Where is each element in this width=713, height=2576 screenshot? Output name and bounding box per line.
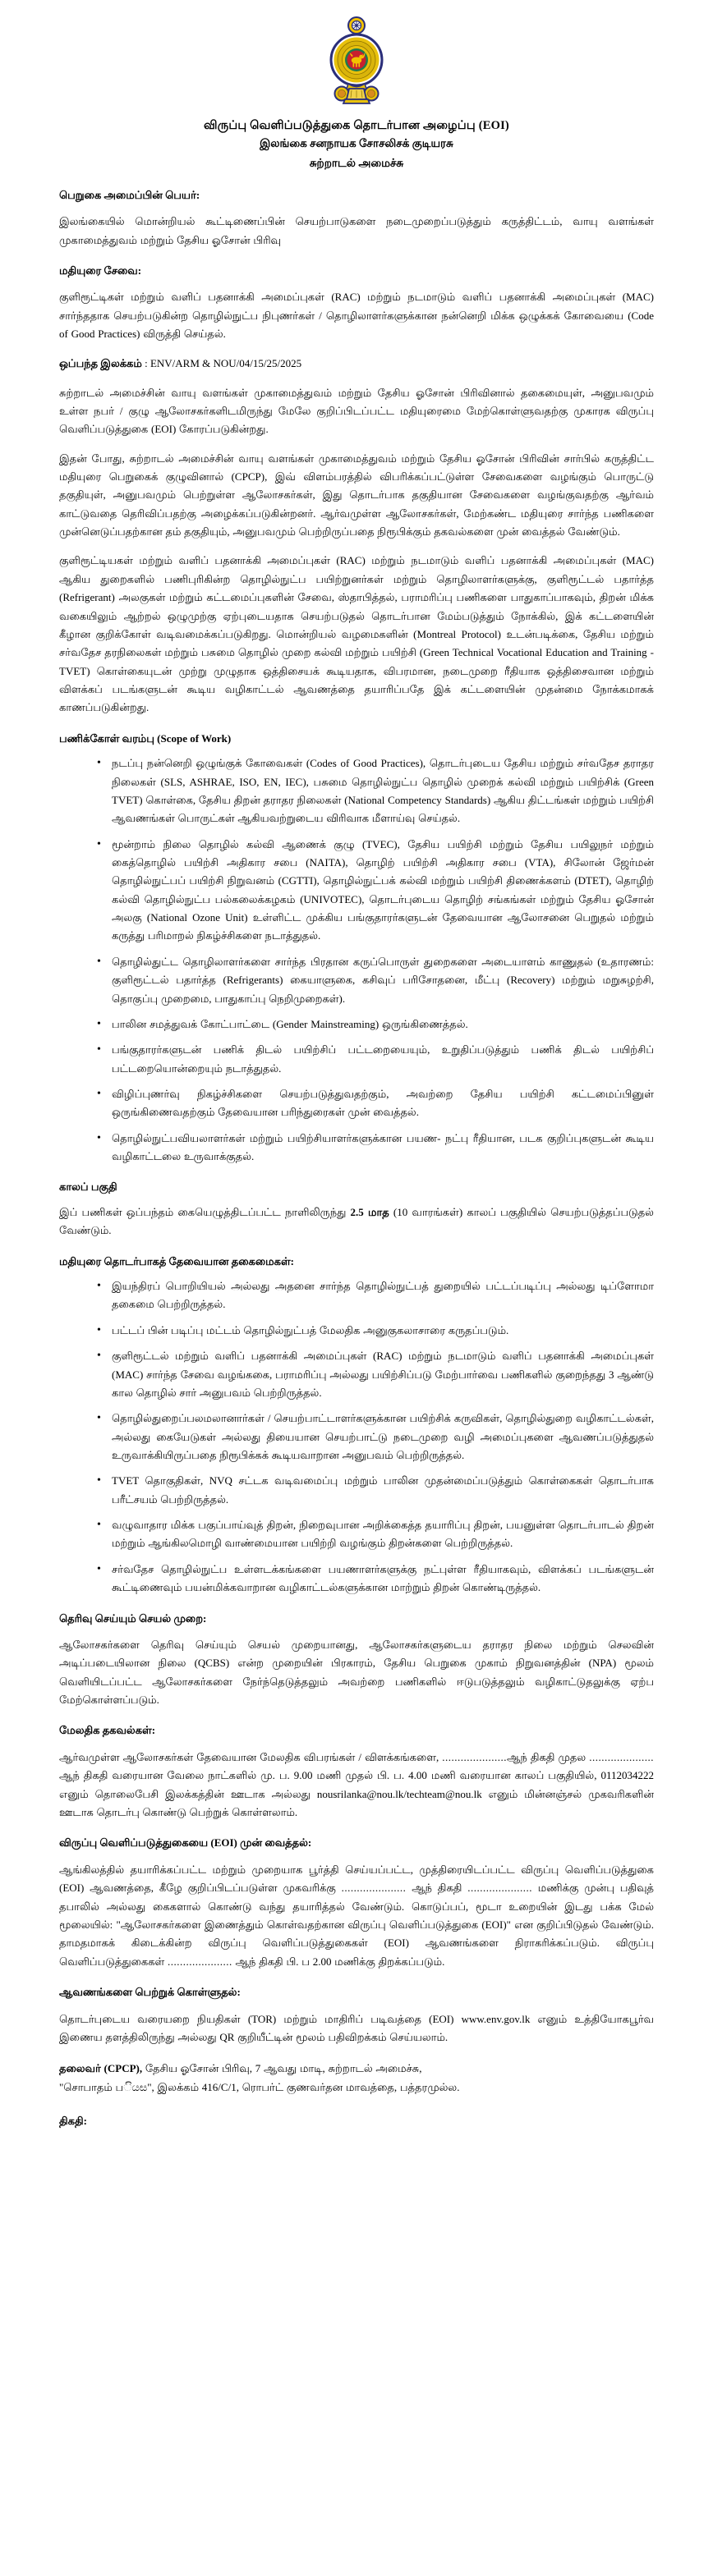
list-item: • சர்வதேச தொழில்நுட்ப உள்ளடக்கங்களை பயணாளர்களுக்கு நட்புள்ள ரீதியாகவும், விளக்கப் படங்களுடன் கூட்டிணைவும் பயன்மிக்கவாறான வழிகாட்டல்களுக்கான மாற்றும் திறன் கொண்டிருத்தல்.: [97, 1561, 654, 1597]
list-item: • பங்குதாரர்களுடன் பணிக் திடல் பயிற்சிப் பட்டறையையும், உறுதிப்படுத்தும் பணிக் திடல் பயிற்சிப் பட்டறையொன்றையும் நடாத்துதல்.: [97, 1041, 654, 1078]
time-period-text-pre: இப் பணிகள் ஒப்பந்தம் கையெழுத்திடப்பட்ட நாளிலிருந்து: [59, 1205, 351, 1218]
more-info-blank-1: .....................: [442, 1750, 508, 1763]
list-item: • இயந்திரப் பொறியியல் அல்லது அதனை சார்ந்த தொழில்நுட்பத் துறையில் பட்டப்படிப்பு அல்லது டிப்ளோமா தகைமை பெற்றிருத்தல்.: [97, 1277, 654, 1314]
contract-number-line: [59, 355, 654, 373]
list-item: • மூன்றாம் நிலை தொழில் கல்வி ஆணைக் குழு (TVEC), தேசிய பயிற்சி மற்றும் தேசிய பயிலுநர் மற்றும் கைத்தொழில் பயிற்சி அதிகார சபை (NAITA), தொழிற் பயிற்சி அதிகார சபை (VTA), சிலோன் ஜேர்மன் தொழில்நுட்பப் பயிற்சி நிறுவனம் (CGTTI), தொழில்நுட்பக் கல்வி மற்றும் பயிற்சி திணைக்களம் (DTET), தொழிற் கல்வி தொழில்நுட்ப பல்கலைக்கழகம் (UNIVOTEC), தொடர்புடைய தொழிற் சங்கங்கள் மற்றும் தேசிய ஓசோன் அலகு (National Ozone Unit) உள்ளிட்ட முக்கிய பங்குதாரர்களுடன் தேவையான ஆலோசனை பெறுதல் மற்றும் கருத்து பரிமாறல் நிகழ்ச்சிகளை நடாத்துதல்.: [97, 836, 654, 946]
list-item: • தொழில்துட்ட தொழிலாளர்களை சார்ந்த பிரதான கருப்பொருள் துறைகளை அடையாளம் காணுதல் (உதாரணம்: குளிரூட்டல் பதார்த்த (Refrigerants) கையாளுகை, கசிவுப் பரிசோதனை, மீட்பு (Recovery) மற்றும் மறுசுழற்சி, தொகுப்பு முறைமை, பாதுகாப்பு நெறிமுறைகள்).: [97, 953, 654, 1008]
more-information-body: [59, 1749, 654, 1822]
list-item: • நடப்பு நன்னெறி ஒழுங்குக் கோவைகள் (Codes of Good Practices), தொடர்புடைய தேசிய மற்றும் சர்வதேச தராதர நிலைகள் (SLS, ASHRAE, ISO, EN, IEC), பசுமை தொழில்நுட்ப தொழில் முறைக் கல்வி மற்றும் பயிற்சிக் (Green TVET) கொள்கை, தேசிய திறன் தராதர நிலைகள் (National Competency Standards) ஆகிய திட்டங்கள் மற்றும் பயிற்சி ஆவணங்கள் பொருட்கள் ஆகியவற்றுடைய விரிவாக மீளாய்வு செய்தல்.: [97, 754, 654, 827]
list-item: • TVET தொகுதிகள், NVQ சட்டக வடிவமைப்பு மற்றும் பாலின முதன்மைப்படுத்தும் கொள்கைகள் தொடர்பாக பரீட்சயம் பெற்றிருத்தல்.: [97, 1472, 654, 1509]
sri-lanka-national-emblem-icon: [327, 15, 386, 112]
more-info-text-4: எனும் தொலைபேசி இலக்கத்தின் ஊடாக அல்லது: [59, 1787, 317, 1800]
download-text-2: எனும் உத்தியோகபூர்வ இணைய தளத்திலிருந்து அல்லது QR குறியீட்டின் மூலம் பதிவிறக்கம் செய்யலாம்.: [59, 2012, 654, 2043]
page-title: விருப்பு வெளிப்படுத்துகை தொடர்பான அழைப்பு (EOI): [204, 119, 509, 132]
qualifications-list: [59, 1277, 654, 1597]
list-item: • பட்டப் பின் படிப்பு மட்டம் தொழில்நுட்பத் மேலதிக அனுகுகலாசாரை கருதப்படும்.: [97, 1322, 654, 1340]
more-info-text-2: ஆந் திகதி முதல: [507, 1750, 590, 1763]
more-info-text-1: ஆர்வமுள்ள ஆலோசகர்கள் தேவையான மேலதிக விபரங்கள் / விளக்கங்களை,: [59, 1750, 443, 1763]
intro-paragraph-3: குளிரூட்டியகள் மற்றும் வளிப் பதனாக்கி அமைப்புகள் (RAC) மற்றும் நடமாடும் வளிப் பதனாக்கி அமைப்புகள் (MAC) ஆகிய துறைகளில் பணிபுரிகின்ற தொழில்நுட்ப பயிற்றுனர்கள் மற்றும் தொழிலாளர்களுக்கு, குளிரூட்டல் பதார்த்த (Refrigerant) அலகுகள் மற்றும் கட்டமைப்புகளின் சேவை, ஸ்தாபித்தல், பராமரிப்பு பணிகளை பாதுகாப்பாகவும், திறன் மிக்க வகையிலும் ஆற்றல் ஒழுமுற்கு ஏற்புடையதாக செயற்படுதல் தொடர்பான மேம்படுத்தும் நோக்கில், இக் கட்டளையின் கீழான குறிக்கோள் வடிவமைக்கப்படுகிறது. மொன்றியல் வழமைகளின் (Montreal Protocol) உடன்படிக்கை, தேசிய மற்றும் சர்வதேச தரநிலைகள் மற்றும் பசுமை தொழில் முறை கல்வி மற்றும் பயிற்சி (Green Technical Vocational Education and Training - TVET) கொள்கையுடன் முற்று முழுதாக ஒத்திசையக் கூடியதாக, விபரமான, நடைமுறை ரீதியாக ஒத்திசைவான மற்றும் விளக்கப் படங்களுடன் கூடிய வழிகாட்டல் ஆவணத்தை தயாரிப்பதே இக் கட்டளையின் முதன்மை நோக்கமாகக் காணப்படுகின்றது.: [59, 554, 654, 714]
submission-text-1: ஆங்கிலத்தில் தயாரிக்கப்பட்ட மற்றும் முறையாக பூர்த்தி செய்யப்பட்ட, முத்திரையிடப்பட்ட விருப்பு வெளிப்படுத்துகை (EOI) ஆவணத்தை, கீழே குறிப்பிடப்படுள்ள முகவரிக்கு: [59, 1863, 654, 1895]
contact-phone-number: 0112034222: [600, 1769, 654, 1782]
submission-text-4: ஆந் திகதி பி. ப 2.00 மணிக்கு திறக்கப்படும்.: [232, 1955, 445, 1968]
website-url[interactable]: www.env.gov.lk: [461, 2012, 531, 2025]
address-division: தேசிய ஓசோன் பிரிவு, 7 ஆவது மாடி, சுற்றாடல் அமைச்சு,: [142, 2062, 422, 2075]
download-text-1: தொடர்புடைய வரையறை நியதிகள் (TOR) மற்றும் மாதிரிப் படிவத்தை (EOI): [59, 2012, 462, 2025]
address-line-2: "சொபாதம் பියස", இலக்கம் 416/C/1, ரொபர்ட் குணவர்தன மாவத்தை, பத்தரமுல்ல.: [59, 2081, 460, 2093]
section-heading-scope-of-work: பணிக்கோள் வரம்பு (Scope of Work): [59, 731, 232, 745]
contact-email-address: nousrilanka@nou.lk/techteam@nou.lk: [316, 1787, 482, 1800]
section-heading-qualifications: மதியுரை தொடர்பாகத் தேவையான தகைமைகள்:: [59, 1254, 294, 1267]
list-item: • விழிப்புணர்வு நிகழ்ச்சிகளை செயற்படுத்துவதற்கும், அவற்றை தேசிய பயிற்சி கட்டமைப்பினுள் ஒருங்கிணைவதற்கும் தேவையான பரிந்துரைகள் முன் வைத்தல்.: [97, 1085, 654, 1122]
scope-of-work-list: [59, 754, 654, 1166]
ministry-name: சுற்றாடல் அமைச்சு: [309, 157, 404, 170]
section-heading-org-name: பெறுகை அமைப்பின் பெயர்:: [59, 188, 200, 201]
section-heading-time-period: காலப் பகுதி: [59, 1180, 117, 1194]
submission-text-2: ஆந் திகதி: [406, 1882, 468, 1895]
submission-blank-3: .....................: [168, 1955, 232, 1968]
intro-paragraph-2: இதன் போது, சுற்றாடல் அமைச்சின் வாயு வளங்கள் முகாமைத்துவம் மற்றும் தேசிய ஓசோன் பிரிவின் சார்பில் கருத்திட்ட மதியுரை பெறுகைக் குழுவினால் (CPCP), இவ் விளம்பரத்தில் விபரிக்கப்பட்டுள்ள சேவைகளை வழங்கும் பொருட்டு தகுதியுள், அனுபவமும் பெற்றுள்ள ஆலோசகர்கள், இது தொடர்பாக தகுதியான சேவைகளை வழங்குவதற்கு ஆர்வம் காட்டுவதை தெரிவிப்பதற்கு அழைக்கப்படுகின்றனர். ஆர்வமுள்ள ஆலோசகர்கள், மேற்கண்ட மதியுரை சார்ந்த பணிகளை முன்னெடுப்பதற்கான தம் தகுதியும், அனுபவமும் பெற்றிருப்பதை நிரூபிக்கும் தகவல்களை முன் வைத்தல் வேண்டும்.: [59, 451, 654, 539]
section-heading-selection-process: தெரிவு செய்யும் செயல் முறை:: [59, 1611, 207, 1625]
date-label: திகதி:: [59, 2114, 87, 2127]
emblem-container: [59, 15, 654, 112]
contact-address-block: [59, 2060, 654, 2097]
section-heading-more-information: மேலதிக தகவல்கள்:: [59, 1724, 156, 1737]
more-info-text-5: எனும் மின்னஞ்சல் முகவரிகளின் ஊடாக தொடர்பு கொண்டு பெற்றுக் கொள்ளலாம்.: [59, 1787, 655, 1819]
list-item: • பாலின சமத்துவக் கோட்பாட்டை (Gender Mainstreaming) ஒருங்கிணைத்தல்.: [97, 1015, 654, 1034]
time-period-duration: 2.5 மாத: [350, 1205, 389, 1218]
contract-number-value: ENV/ARM & NOU/04/15/25/2025: [150, 356, 302, 369]
contract-number-label: ஒப்பந்த இலக்கம்: [59, 356, 142, 369]
section-heading-submission: விருப்பு வெளிப்படுத்துகையை (EOI) முன் வைத்தல்:: [59, 1836, 312, 1849]
intro-paragraph-1: சுற்றாடல் அமைச்சின் வாயு வளங்கள் முகாமைத்துவம் மற்றும் தேசிய ஓசோன் பிரிவினால் தகைமையுள், அனுபவமும் உள்ள நபர் / குழு ஆலோசகர்களிடமிருந்து மேலே குறிப்பிடப்பட்ட மதியுரைமை மேற்கொள்ளுவதற்கு முகாரக விருப்பு வெளிப்படுத்துகை (EOI) கோரப்படுகின்றது.: [59, 386, 654, 436]
address-designation: தலைவர் (CPCP),: [59, 2062, 143, 2075]
section-heading-service: மதியுரை சேவை:: [59, 264, 142, 277]
list-item: • குளிரூட்டல் மற்றும் வளிப் பதனாக்கி அமைப்புகள் (RAC) மற்றும் நடமாடும் வளிப் பதனாக்கி அமைப்புகள் (MAC) சார்ந்த சேவை வழங்ககை, பராமரிப்பு அல்லது பயிற்சிப்படு மேற்பார்வை பணிகளில் குறைந்தது 3 ஆண்டு கால தொழில் சார் அனுபவம் பெற்றிருத்தல்.: [97, 1347, 654, 1402]
more-info-blank-2: .....................: [589, 1750, 654, 1763]
submission-blank-2: .....................: [467, 1882, 532, 1895]
country-name: இலங்கை சனநாயக சோசலிசக் குடியரசு: [260, 137, 453, 150]
download-documents-body: [59, 2010, 654, 2047]
submission-blank-1: .....................: [341, 1882, 407, 1895]
contract-number-separator: :: [145, 356, 148, 369]
section-heading-download-documents: ஆவணங்களை பெற்றுக் கொள்ளுதல்:: [59, 1986, 241, 1999]
time-period-text-post: (10 வாரங்கள்) காலப் பகுதியில் செயற்படுத்தப்படுதல் வேண்டும்.: [59, 1205, 654, 1237]
list-item: • தொழில்நுட்பவியலாளர்கள் மற்றும் பயிற்சியாளர்களுக்கான பயண- நட்பு ரீதியான, படக குறிப்புகளுடன் கூடிய வழிகாட்டலை உருவாக்குதல்.: [97, 1130, 654, 1167]
list-item: • தொழில்துறைப்பலமலானார்கள் / செயற்பாட்டாளர்களுக்கான பயிற்சிக் கருவிகள், தொழில்துறை வழிகாட்டல்கள், அல்லது கையேடுகள் அல்லது தியையான செயற்பாட்டு நடைமுறை வழி அமைப்புகளை ஆவணப்படுத்துதல் உருவாக்கியிருப்பதை நிரூபிக்கக் கூடியவாறான அனுபவம் பெற்றிருத்தல்.: [97, 1409, 654, 1464]
list-item: • வழுவாதார மிக்க பகுப்பாய்வுத் திறன், நிறைவுபான அறிக்கைத்த தயாரிப்பு திறன், பயனுள்ள தொடர்பாடல் திறன் மற்றும் ஆங்கிலமொழி வாண்மையான பயிற்றி வழங்கும் திறன்களை பெற்றிருத்தல்.: [97, 1516, 654, 1553]
org-name-body: இலங்கையில் மொன்றியல் கூட்டிணைப்பின் செயற்பாடுகளை நடைமுறைப்படுத்தும் கருத்திட்டம், வாயு வளங்கள் முகாமைத்துவம் மற்றும் தேசிய ஓசோன் பிரிவு: [59, 215, 654, 246]
selection-process-body: ஆலோசகர்களை தெரிவு செய்யும் செயல் முறையானது, ஆலோசகர்களுடைய தராதர நிலை மற்றும் செலவின் அடிப்படையிலான நிலை (QCBS) என்ற முறையின் பிரகாரம், தேசிய பெறுகை முகாம் நிறுவனத்தின் (NPA) மூலம் வெளியிடப்பட்ட ஆலோசகர்களை நேர்ந்தெடுத்தலும் அவற்றை பணிகளில் ஈடுபடுத்தலும் வழிகாட்டுதலுக்கு ஏற்ப மேற்கொள்ளப்படும்.: [59, 1639, 654, 1707]
submission-text-3: மணிக்கு முன்பு பதிவுத் தபாலில் அல்லது கைகளால் கொண்டு வந்து தயாரித்தல் வேண்டும். கொடுப்பப், மூடா உறையின் இடது பக்க மேல் மூலையில்: "ஆலோசகர்களை இணைத்தும் கொள்வதற்கான விருப்பு வெளிப்படுத்துகை (EOI)" என குறிப்பிடுதல் வேண்டும். தாமதமாகக் கிடைக்கின்ற விருப்பு வெளிப்படுத்துகைகள் (EOI) ஆவணங்களை நிராகரிக்கப்படும். விருப்பு வெளிப்படுத்துகைகள்: [59, 1882, 654, 1968]
submission-body: [59, 1861, 654, 1971]
more-info-text-3: ஆந் திகதி வரையான வேலை நாட்களில் மு. ப. 9.00 மணி முதல் பி. ப. 4.00 மணி வரையான காலப் பகுதியில்,: [59, 1769, 601, 1782]
time-period-body: [59, 1203, 654, 1240]
address-line-1: [59, 2060, 654, 2079]
service-body: குளிரூட்டிகள் மற்றும் வளிப் பதனாக்கி அமைப்புகள் (RAC) மற்றும் நடமாடும் வளிப் பதனாக்கி அமைப்புகள் (MAC) சார்ந்ததாக செயற்படுகின்ற தொழில்நுட்ப நிபுணர்கள் / தொழிலாளர்களுக்கான நன்னெறி மிக்க ஒழுக்கக் கோவையை (Code of Good Practices) விருத்தி செய்தல்.: [59, 291, 654, 341]
